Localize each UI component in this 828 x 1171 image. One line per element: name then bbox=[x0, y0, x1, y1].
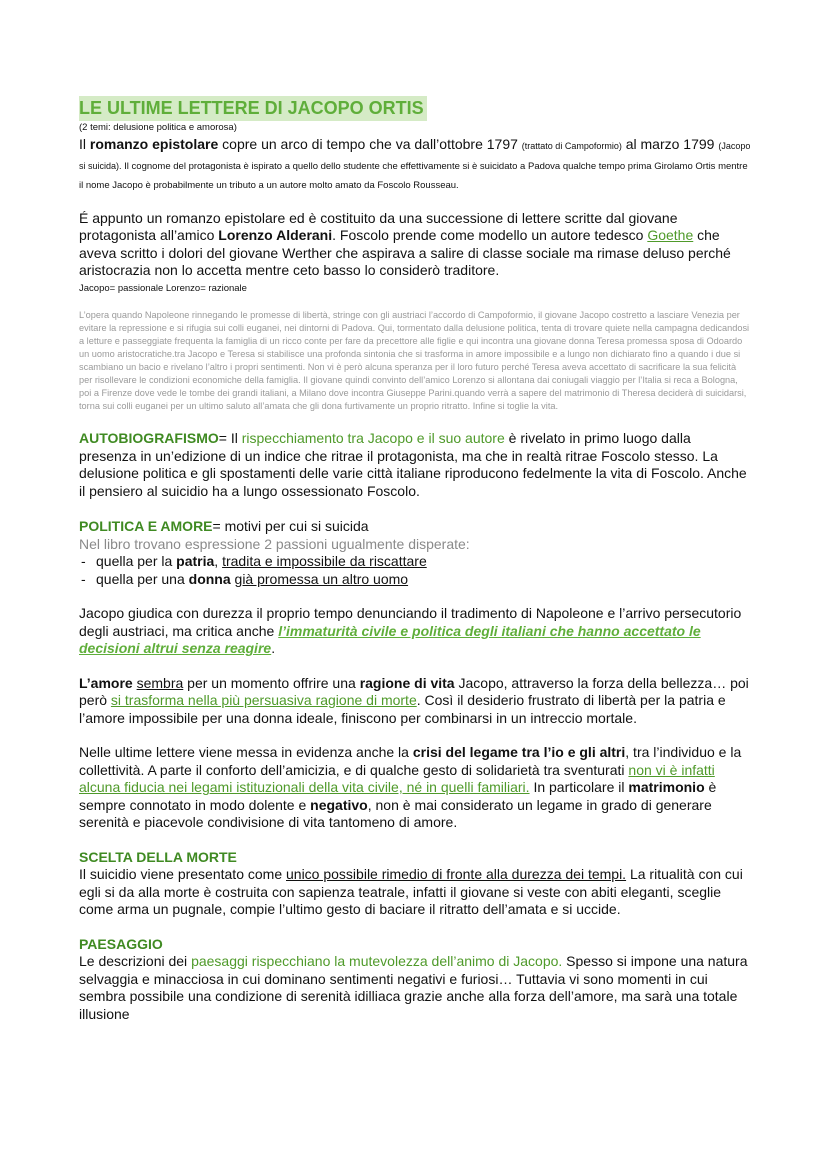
passioni-intro: Nel libro trovano espressione 2 passioni ugualmente disperate: bbox=[79, 535, 470, 552]
intro-paragraph: Il romanzo epistolare copre un arco di tempo che va dall’ottobre 1797 (trattato di Campoformio) al marzo 1799 (Jacopo si suicida). Il cognome del protagonista è ispirato a quello dello studente che effettivamente si è suicidato a Padova qualche tempo prima Girolamo Ortis mentre il nome Jacopo è probabilmente un tributo a un autore molto amato da Foscolo Rousseau. bbox=[79, 136, 751, 191]
politica-heading: POLITICA E AMORE bbox=[79, 518, 213, 535]
document-subtitle: (2 temi: delusione politica e amorosa) bbox=[79, 122, 237, 133]
scelta-paragraph: Il suicidio viene presentato come unico possibile rimedio di fronte alla durezza dei tempi. La ritualità con cui egli si da alla morte è costruita con sapienza teatrale, infatti il giovane si veste con abiti eleganti, sceglie come arma un pugnale, compie l’ultimo gesto di baciare il ritratto dell’amata e si uccide. bbox=[79, 866, 743, 918]
scelta-heading: SCELTA DELLA MORTE bbox=[79, 848, 237, 865]
list-item: - quella per la patria, tradita e impossibile da riscattare bbox=[79, 553, 751, 571]
document-page bbox=[79, 96, 751, 1023]
document-title: LE ULTIME LETTERE DI JACOPO ORTIS bbox=[79, 96, 427, 121]
politica-heading-line: POLITICA E AMORE= motivi per cui si suicida bbox=[79, 518, 369, 535]
amore-paragraph: L’amore sembra per un momento offrire una ragione di vita Jacopo, attraverso la forza della bellezza… poi però si trasforma nella più persuasiva ragione di morte. Così il desiderio frustrato di libertà per la patria e l’amore impossibile per una donna ideale, finiscono per combinarsi in un intreccio mortale. bbox=[79, 674, 749, 726]
list-item: - quella per una donna già promessa un altro uomo bbox=[79, 571, 751, 589]
autobiografismo-heading: AUTOBIOGRAFISMO bbox=[79, 430, 219, 447]
plot-summary: L’opera quando Napoleone rinnegando le promesse di libertà, stringe con gli austriaci l’accordo di Campoformio, il giovane Jacopo costretto a lasciare Venezia per evitare la repressione e si rifugia sui colli euganei, nei dintorni di Padova. Qui, tormentato dalla delusione politica, tenta di trovare quiete nella campagna dedicandosi a letture e passeggiate frequenta la famiglia di un ricco conte per fare da precettore alle figlie e qui incontra una giovane donna Teresa promessa sposa di Odoardo un uomo aristocratiche.tra Jacopo e Teresa si stabilisce una profonda sintonia che si trasforma in amore impossibile e a lungo non dichiarato fino a quando i due si scambiano un bacio e rivelano l’altro i propri sentimenti. Non vi è però alcuna speranza per il loro futuro perché Teresa aveva accettato di sacrificare la sua felicità per risollevare le condizioni economiche della famiglia. Il giovane quindi convinto dell’amico Lorenzo si allontana dai coniugali viaggio per l’Italia si reca a Bologna, poi a Firenze dove vede le tombe dei grandi italiani, a Milano dove incontra Giuseppe Parini.quando verrà a sapere del matrimonio di Theresa deciderà di suicidarsi, torna sui colli euganei per un ultimo saluto all’amata che gli dona furtivamente un proprio ritratto. Infine si toglie la vita. bbox=[79, 309, 750, 412]
crisi-paragraph: Nelle ultime lettere viene messa in evidenza anche la crisi del legame tra l’io e gli altri, tra l’individuo e la collettività. A parte il conforto dell’amicizia, e di qualche gesto di solidarietà tra sventurati non vi è infatti alcuna fiducia nei legami istituzionali della vita civile, né in quelli familiari. In particolare il matrimonio è sempre connotato in modo dolente e negativo, non è mai considerato un legame in grado di generare serenità e piacevole condivisione di vita tantomeno di amore. bbox=[79, 744, 742, 831]
characters-note: Jacopo= passionale Lorenzo= razionale bbox=[79, 282, 247, 294]
epistolare-paragraph: É appunto un romanzo epistolare ed è costituito da una successione di lettere scritte dal giovane protagonista all’amico Lorenzo Alderani. Foscolo prende come modello un autore tedesco Goethe che aveva scritto i dolori del giovane Werther che aspirava a salire di classe sociale ma rimase deluso perché aristocrazia non lo accetta mentre ceto basso lo considerò traditore. bbox=[79, 209, 731, 278]
goethe-link[interactable]: Goethe bbox=[647, 227, 694, 243]
giudica-paragraph: Jacopo giudica con durezza il proprio tempo denunciando il tradimento di Napoleone e l’arrivo persecutorio degli austriaci, ma critica anche l’immaturità civile e politica degli italiani che hanno accettato le decisioni altrui senza reagire. bbox=[79, 605, 742, 657]
paesaggio-paragraph: Le descrizioni dei paesaggi rispecchiano la mutevolezza dell’animo di Jacopo. Spesso si impone una natura selvaggia e minacciosa in cui dominano sentimenti negativi e furiosi… Tuttavia vi sono momenti in cui sembra possibile una condizione di serenità idilliaca grazie anche alla forza dell’amore, ma sarà una totale illusione bbox=[79, 953, 748, 1022]
passioni-list bbox=[79, 553, 751, 588]
autobiografismo-paragraph: AUTOBIOGRAFISMO= Il rispecchiamento tra Jacopo e il suo autore è rivelato in primo luogo dalla presenza in un’edizione di un indice che ritrae il protagonista, ma che in realtà ritrae Foscolo stesso. La delusione politica e gli spostamenti delle varie città italiane riproducono fedelmente la vita di Foscolo. Anche il pensiero al suicidio ha a lungo ossessionato Foscolo. bbox=[79, 430, 747, 499]
paesaggio-heading: PAESAGGIO bbox=[79, 935, 163, 952]
